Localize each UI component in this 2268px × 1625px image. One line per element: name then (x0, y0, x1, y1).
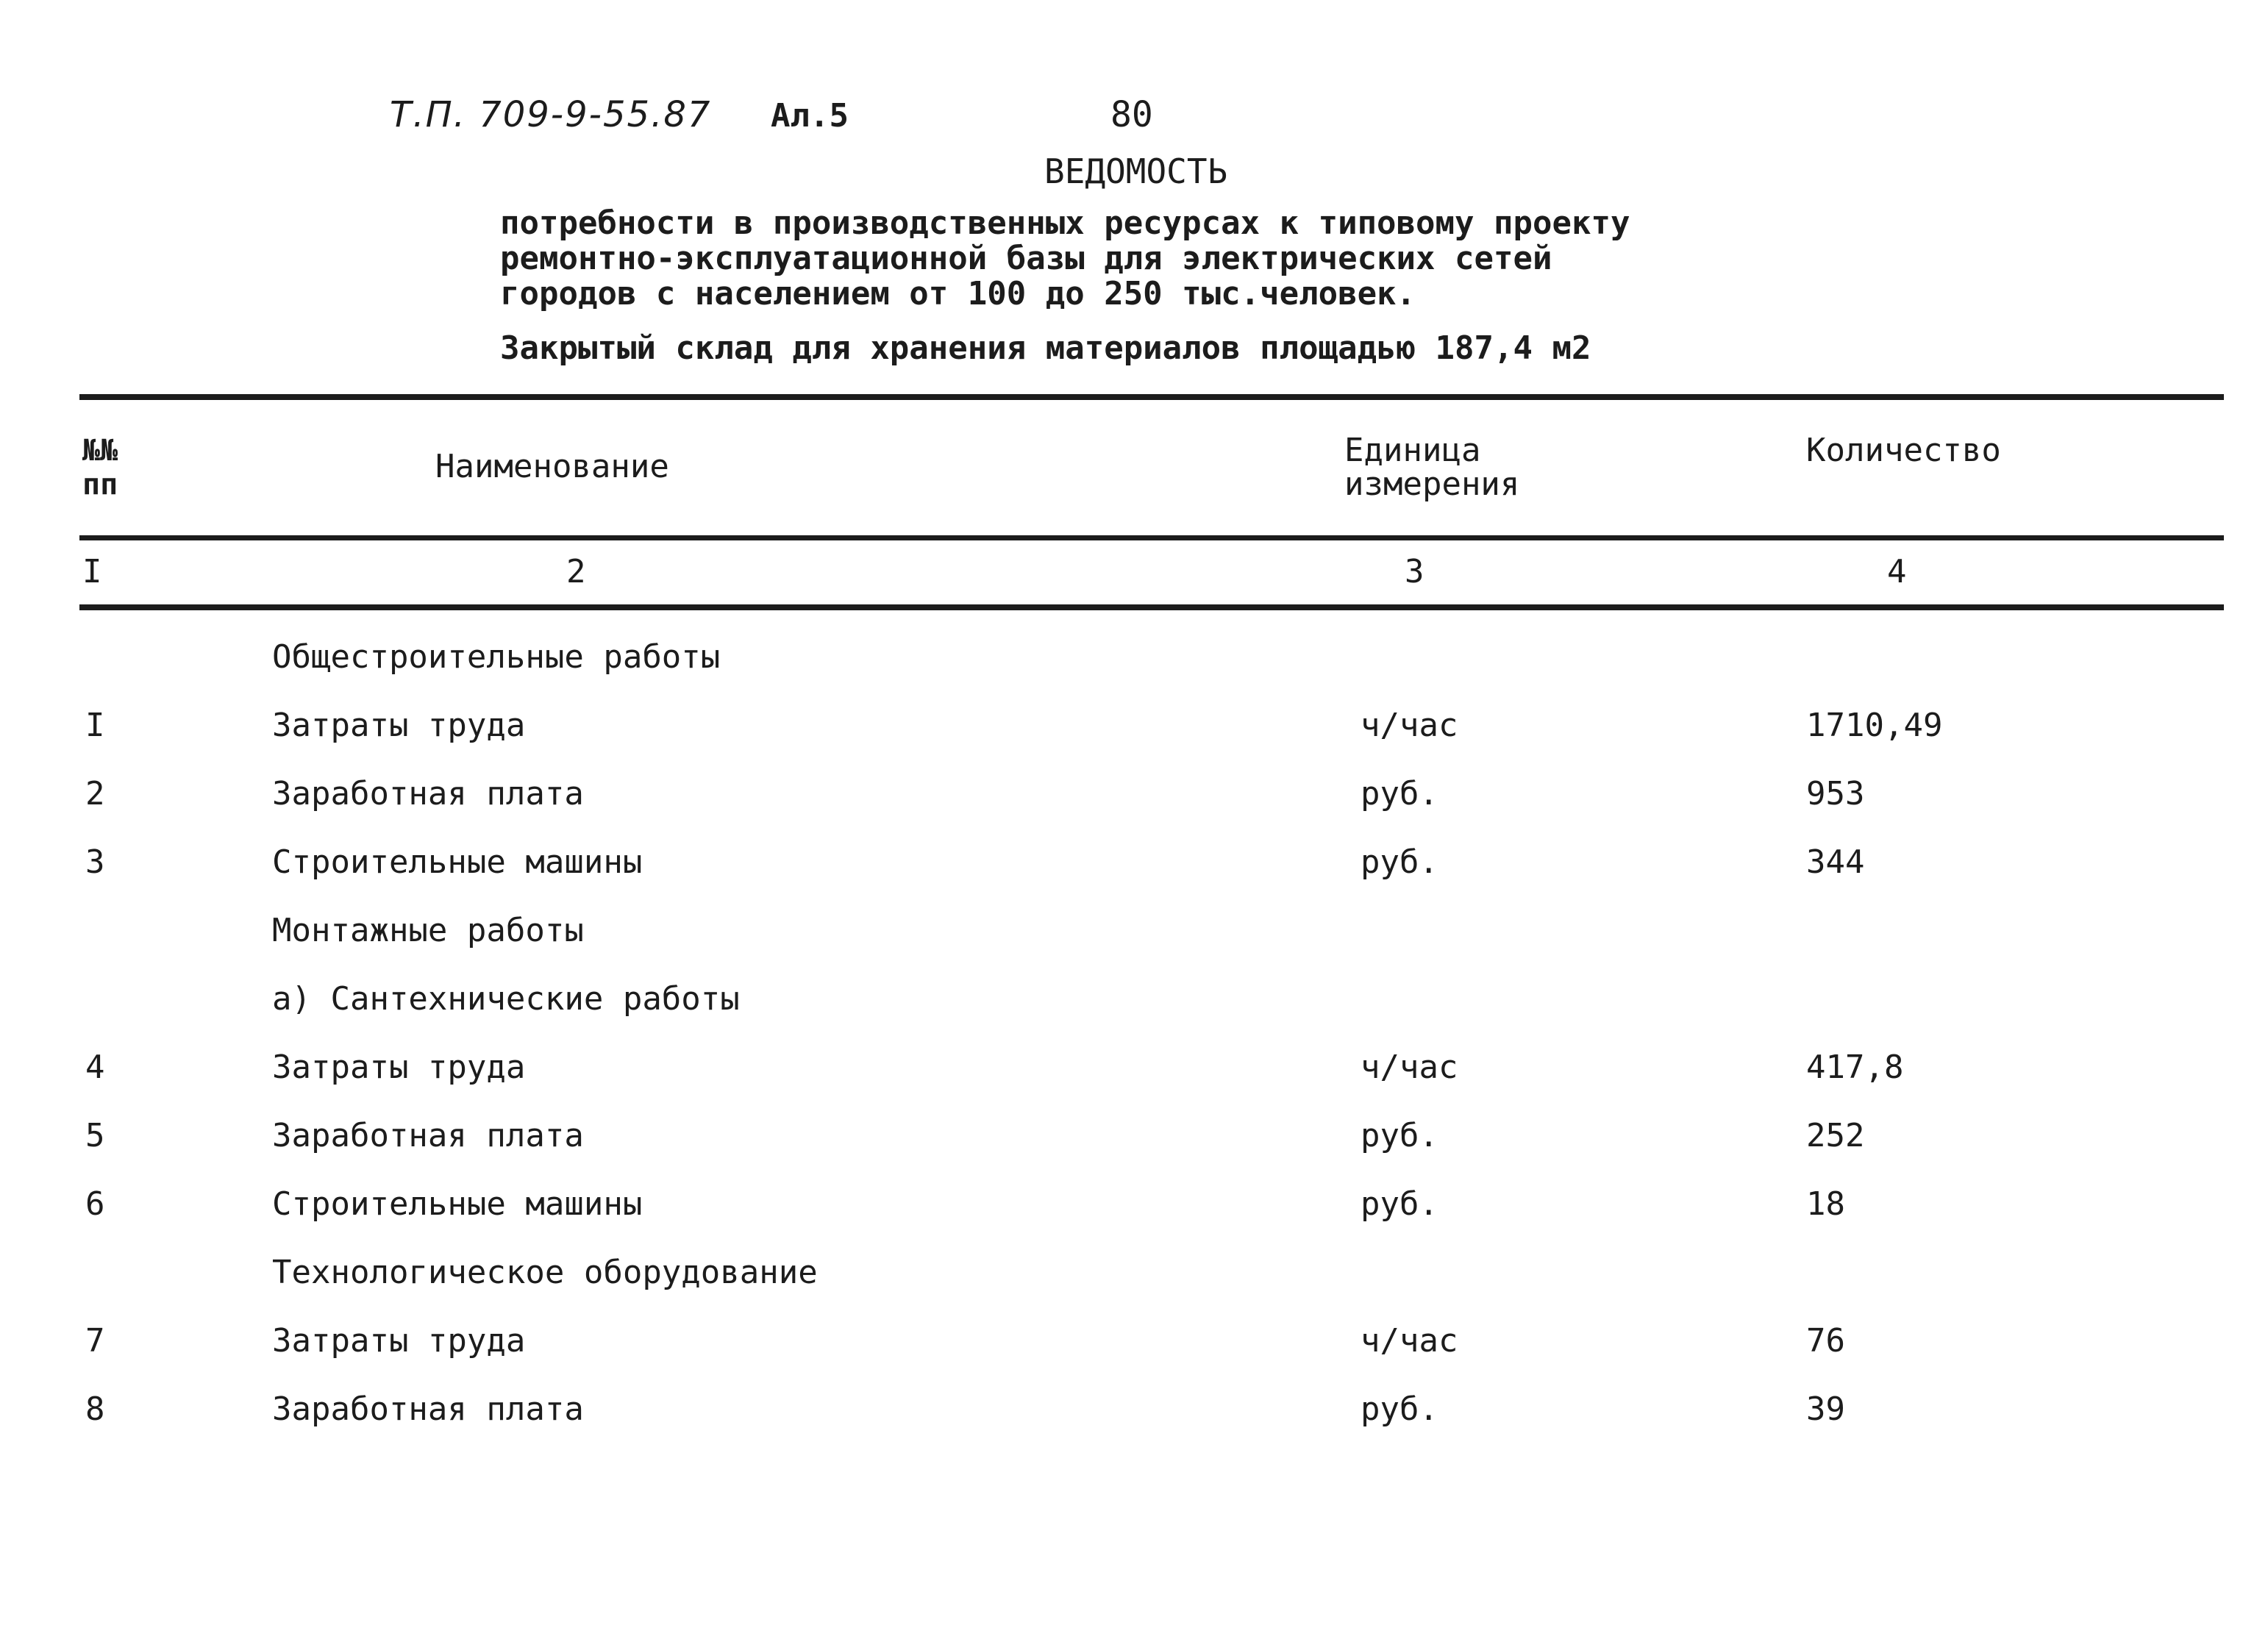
row-unit: ч/час (1361, 1049, 1458, 1086)
row-unit: руб. (1361, 1390, 1438, 1428)
row-number: 8 (85, 1390, 105, 1428)
row-name: Монтажные работы (272, 912, 584, 949)
header-rule (79, 535, 2224, 540)
row-name: Затраты труда (272, 1322, 526, 1360)
header-quantity: Количество (1806, 432, 2001, 469)
row-number: 4 (85, 1049, 105, 1086)
table-row (0, 980, 2268, 1049)
row-number: 5 (85, 1117, 105, 1154)
table-top-rule (79, 394, 2224, 400)
header-number-line2: пп (82, 468, 118, 501)
row-quantity: 417,8 (1806, 1049, 1904, 1086)
row-name: Затраты труда (272, 1049, 526, 1086)
row-number: 2 (85, 775, 105, 813)
row-name: Заработная плата (272, 775, 584, 813)
row-quantity: 39 (1806, 1390, 1845, 1428)
table-row (0, 1049, 2268, 1117)
table-body (0, 638, 2268, 1459)
document-subtitle (500, 206, 1750, 312)
column-number-rule (79, 604, 2224, 610)
row-name: Общестроительные работы (272, 638, 721, 676)
column-number-4: 4 (1887, 553, 1907, 590)
row-unit: ч/час (1361, 1322, 1458, 1360)
project-code: Т.П. 709-9-55.87 (390, 94, 712, 135)
table-row (0, 1322, 2268, 1390)
table-row (0, 912, 2268, 980)
row-quantity: 76 (1806, 1322, 1845, 1360)
column-number-2: 2 (566, 553, 586, 590)
page-number: 80 (1110, 94, 1153, 135)
row-name: Строительные машины (272, 843, 643, 881)
subtitle-line: городов с населением от 100 до 250 тыс.человек. (500, 275, 1416, 312)
header-unit-line1: Единица (1344, 432, 1481, 469)
row-name: Заработная плата (272, 1117, 584, 1154)
table-row (0, 1185, 2268, 1254)
object-description: Закрытый склад для хранения материалов площадью 187,4 м2 (500, 329, 1591, 367)
row-unit: руб. (1361, 775, 1438, 813)
header-name: Наименование (435, 448, 669, 485)
table-row (0, 707, 2268, 775)
row-name: а) Сантехнические работы (272, 980, 740, 1018)
table-row (0, 638, 2268, 707)
header-unit (1344, 434, 1519, 501)
row-number: 3 (85, 843, 105, 881)
row-number: 6 (85, 1185, 105, 1223)
document-title: ВЕДОМОСТЬ (1044, 151, 1228, 191)
row-unit: руб. (1361, 1117, 1438, 1154)
row-quantity: 1710,49 (1806, 707, 1943, 744)
table-row (0, 775, 2268, 843)
row-unit: руб. (1361, 843, 1438, 881)
row-quantity: 252 (1806, 1117, 1865, 1154)
row-quantity: 18 (1806, 1185, 1845, 1223)
header-unit-line2: измерения (1344, 465, 1520, 503)
table-row (0, 1254, 2268, 1322)
table-row (0, 1390, 2268, 1459)
row-number: 7 (85, 1322, 105, 1360)
header-number (82, 434, 118, 501)
row-name: Затраты труда (272, 707, 526, 744)
column-number-1: I (82, 553, 102, 590)
header-number-line1: №№ (82, 434, 118, 468)
subtitle-line: ремонтно-эксплуатационной базы для электрических сетей (500, 240, 1552, 277)
row-unit: ч/час (1361, 707, 1458, 744)
table-row (0, 1117, 2268, 1185)
column-number-3: 3 (1405, 553, 1424, 590)
row-name: Строительные машины (272, 1185, 643, 1223)
sheet-label: Ал.5 (771, 97, 849, 135)
row-quantity: 953 (1806, 775, 1865, 813)
row-unit: руб. (1361, 1185, 1438, 1223)
row-quantity: 344 (1806, 843, 1865, 881)
subtitle-line: потребности в производственных ресурсах к типовому проекту (500, 204, 1630, 242)
row-name: Заработная плата (272, 1390, 584, 1428)
table-row (0, 843, 2268, 912)
row-name: Технологическое оборудование (272, 1254, 818, 1291)
row-number: I (85, 707, 105, 744)
